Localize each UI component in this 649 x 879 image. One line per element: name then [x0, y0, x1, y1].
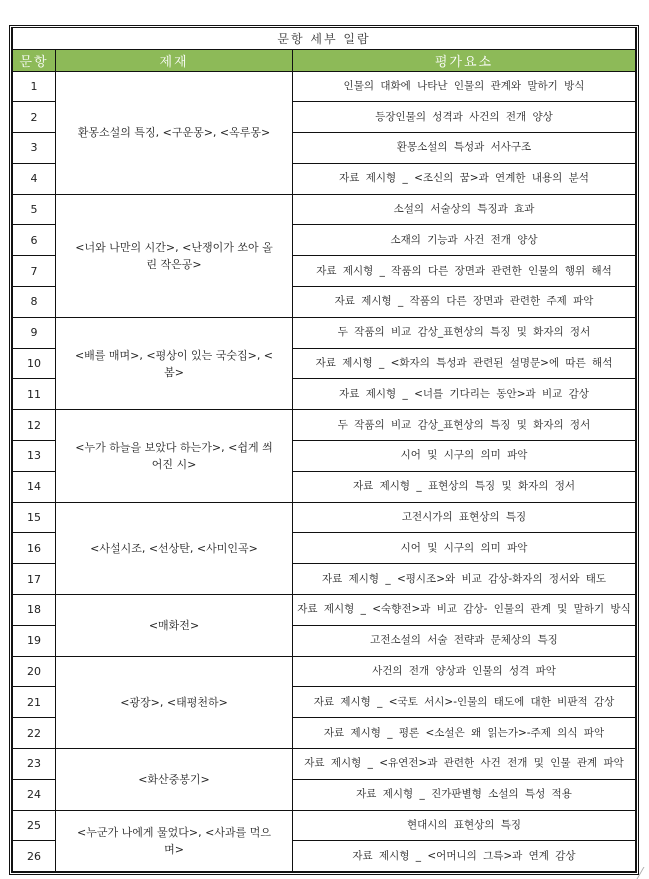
table-title-row	[13, 28, 636, 49]
item-number: 21	[13, 687, 56, 718]
table-row	[13, 410, 636, 441]
evaluation-element: 시어 및 시구의 의미 파악	[293, 441, 636, 472]
evaluation-element: 소설의 서술상의 특징과 효과	[293, 194, 636, 225]
evaluation-element: 소재의 기능과 사건 전개 양상	[293, 225, 636, 256]
table-row	[13, 502, 636, 533]
evaluation-element: 자료 제시형 _ 작품의 다른 장면과 관련한 인물의 행위 해석	[293, 256, 636, 287]
item-topic: <배를 매며>, <평상이 있는 국숫집>, <봄>	[56, 317, 293, 409]
evaluation-element: 자료 제시형 _ 작품의 다른 장면과 관련한 주제 파악	[293, 287, 636, 318]
item-number: 18	[13, 595, 56, 626]
item-number: 17	[13, 564, 56, 595]
item-number: 25	[13, 810, 56, 841]
item-topic: <누가 하늘을 보았다 하는가>, <쉽게 씌어진 시>	[56, 410, 293, 502]
evaluation-element: 자료 제시형 _ <숙향전>과 비교 감상- 인물의 관계 및 말하기 방식	[293, 595, 636, 626]
evaluation-element: 자료 제시형 _ <평시조>와 비교 감상-화자의 정서와 태도	[293, 564, 636, 595]
item-number: 8	[13, 287, 56, 318]
item-number: 23	[13, 749, 56, 780]
item-number: 26	[13, 841, 56, 872]
item-number: 24	[13, 779, 56, 810]
table-row	[13, 810, 636, 841]
evaluation-element: 자료 제시형 _ 표현상의 특징 및 화자의 정서	[293, 471, 636, 502]
evaluation-element: 자료 제시형 _ <어머니의 그륵>과 연계 감상	[293, 841, 636, 872]
header-elements: 평가요소	[293, 49, 636, 71]
item-number: 6	[13, 225, 56, 256]
table-row	[13, 194, 636, 225]
evaluation-element: 자료 제시형 _ 진가판별형 소설의 특성 적용	[293, 779, 636, 810]
evaluation-element: 두 작품의 비교 감상_표현상의 특징 및 화자의 정서	[293, 317, 636, 348]
table-row	[13, 71, 636, 102]
item-topic: <화산중봉기>	[56, 749, 293, 811]
evaluation-element: 자료 제시형 _ <조신의 꿈>과 연계한 내용의 분석	[293, 163, 636, 194]
item-number: 15	[13, 502, 56, 533]
item-topic: <매화전>	[56, 595, 293, 657]
item-number: 20	[13, 656, 56, 687]
evaluation-element: 고전시가의 표현상의 특징	[293, 502, 636, 533]
item-number: 10	[13, 348, 56, 379]
item-number: 11	[13, 379, 56, 410]
item-number: 1	[13, 71, 56, 102]
item-number: 13	[13, 441, 56, 472]
item-number: 16	[13, 533, 56, 564]
evaluation-element: 등장인물의 성격과 사건의 전개 양상	[293, 102, 636, 133]
item-number: 12	[13, 410, 56, 441]
table-header-row	[13, 49, 636, 71]
item-number: 14	[13, 471, 56, 502]
item-topic: <누군가 나에게 물었다>, <사과를 먹으며>	[56, 810, 293, 872]
evaluation-element: 두 작품의 비교 감상_표현상의 특징 및 화자의 정서	[293, 410, 636, 441]
evaluation-element: 자료 제시형 _ 평론 <소설은 왜 읽는가>-주제 의식 파악	[293, 718, 636, 749]
table-row	[13, 749, 636, 780]
evaluation-element: 자료 제시형 _ <유연전>과 관련한 사건 전개 및 인물 관계 파악	[293, 749, 636, 780]
evaluation-element: 시어 및 시구의 의미 파악	[293, 533, 636, 564]
item-number: 19	[13, 625, 56, 656]
evaluation-element: 고전소설의 서술 전략과 문체상의 특징	[293, 625, 636, 656]
evaluation-element: 자료 제시형 _ <너를 기다리는 동안>과 비교 감상	[293, 379, 636, 410]
evaluation-element: 자료 제시형 _ <화자의 특성과 관련된 설명문>에 따른 해석	[293, 348, 636, 379]
header-number: 문항	[13, 49, 56, 71]
item-number: 3	[13, 133, 56, 164]
evaluation-element: 현대시의 표현상의 특징	[293, 810, 636, 841]
item-detail-table-frame	[9, 25, 639, 875]
item-number: 2	[13, 102, 56, 133]
item-number: 22	[13, 718, 56, 749]
evaluation-element: 인물의 대화에 나타난 인물의 관계와 말하기 방식	[293, 71, 636, 102]
item-number: 5	[13, 194, 56, 225]
table-row	[13, 317, 636, 348]
table-row	[13, 595, 636, 626]
item-number: 4	[13, 163, 56, 194]
evaluation-element: 사건의 전개 양상과 인물의 성격 파악	[293, 656, 636, 687]
table-title: 문항 세부 일람	[13, 28, 636, 49]
table-row	[13, 656, 636, 687]
evaluation-element: 자료 제시형 _ <국토 서시>-인물의 태도에 대한 비판적 감상	[293, 687, 636, 718]
item-topic: <광장>, <태평천하>	[56, 656, 293, 748]
evaluation-element: 환몽소설의 특성과 서사구조	[293, 133, 636, 164]
item-topic: <사설시조, <선상탄, <사미인곡>	[56, 502, 293, 594]
header-topic: 제재	[56, 49, 293, 71]
item-topic: <너와 나만의 시간>, <난쟁이가 쏘아 올린 작은공>	[56, 194, 293, 317]
item-detail-table	[12, 28, 636, 872]
item-number: 9	[13, 317, 56, 348]
item-number: 7	[13, 256, 56, 287]
item-topic: 환몽소설의 특징, <구운몽>, <옥루몽>	[56, 71, 293, 194]
